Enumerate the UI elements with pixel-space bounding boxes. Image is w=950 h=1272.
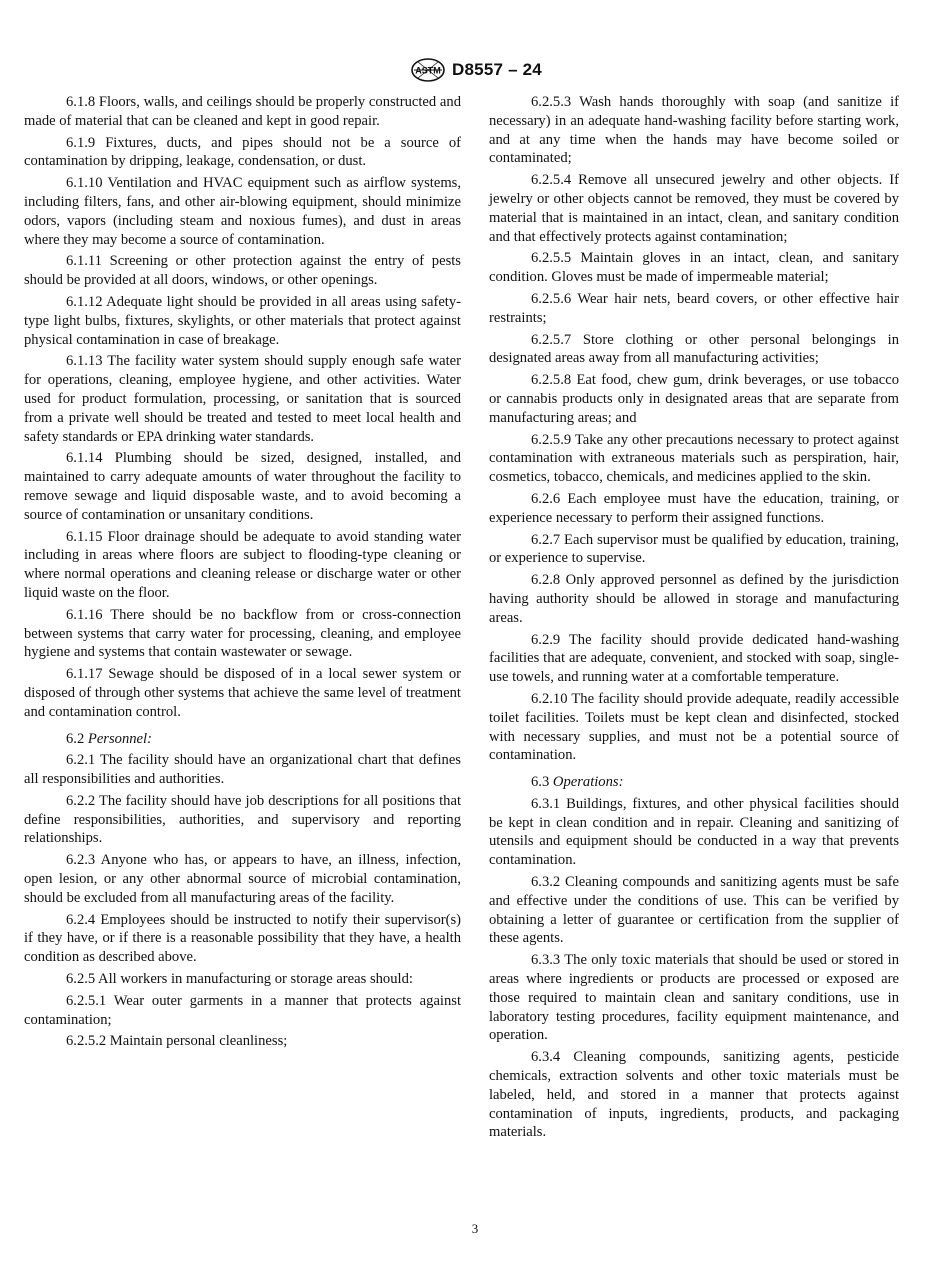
clause-number: 6.1.15 <box>66 528 103 545</box>
clause-paragraph <box>489 1048 899 1142</box>
clause-number: 6.1.8 <box>66 94 96 110</box>
clause-number: 6.3 <box>531 774 550 791</box>
document-designation: D8557 – 24 <box>452 60 542 79</box>
clause-text: The facility water system should supply enough safe water for operations, cleaning, employee hygiene, and other activities. Water used for product formulation, processing, or sanitation that is sourced from a private well should be treated and tested to meet local health and safety standards or EPA drinking water standards. <box>24 353 461 445</box>
clause-paragraph <box>489 290 899 328</box>
clause-number: 6.2.5.1 <box>66 992 107 1009</box>
clause-paragraph <box>24 352 461 446</box>
clause-paragraph <box>24 665 461 721</box>
section-title: Personnel: <box>87 730 152 747</box>
clause-number: 6.1.17 <box>66 666 103 683</box>
clause-number: 6.2.5.6 <box>531 290 572 307</box>
clause-text: Cleaning compounds and sanitizing agents must be safe and effective under the conditions of use. This can be verified by obtaining a letter of guarantee or certification from the supplier of these agents. <box>489 874 899 947</box>
clause-number: 6.2.5 <box>66 971 96 988</box>
clause-paragraph <box>489 571 899 627</box>
clause-number: 6.2.9 <box>531 631 561 648</box>
clause-paragraph <box>24 751 461 789</box>
clause-text: All workers in manufacturing or storage areas should: <box>98 971 413 988</box>
clause-text: Employees should be instructed to notify their supervisor(s) if they have, or if there is a reasonable possibility that they have, a health condition as described above. <box>24 911 461 966</box>
clause-paragraph <box>24 992 461 1030</box>
clause-text: Adequate light should be provided in all areas using safety-type light bulbs, fixtures, skylights, or other materials that protect against physical contamination in case of breakage. <box>24 293 462 348</box>
clause-number: 6.2.5.2 <box>66 1033 107 1050</box>
clause-text: The facility should provide dedicated hand-washing facilities that are adequate, convenient, and stocked with soap, single-use towels, and running water at a comfortable temperature. <box>489 631 899 686</box>
clause-number: 6.2.5.5 <box>531 250 572 267</box>
clause-paragraph <box>24 449 461 524</box>
clause-paragraph <box>24 792 461 848</box>
clause-text: Remove all unsecured jewelry and other objects. If jewelry or other objects cannot be removed, they must be covered by material that is maintained in an intact, clean, and sanitary condition and that effectively protects against contamination; <box>489 172 899 245</box>
clause-text: Plumbing should be sized, designed, installed, and maintained to carry adequate amounts of water throughout the facility to remove sewage and liquid disposable waste, and to avoid becoming a source of contamination or unsanitary conditions. <box>24 450 461 523</box>
clause-number: 6.1.9 <box>66 134 96 151</box>
clause-paragraph <box>489 690 899 765</box>
clause-text: Take any other precautions necessary to protect against contamination with extraneous materials such as perspiration, hair, cosmetics, tobacco, chemicals, and medicines applied to the skin. <box>489 431 899 486</box>
clause-number: 6.3.1 <box>531 795 561 812</box>
clause-paragraph <box>489 795 899 870</box>
left-column <box>24 93 461 1054</box>
clause-text: Sewage should be disposed of in a local sewer system or disposed of through other systems that achieve the same level of treatment and contamination control. <box>24 666 461 720</box>
clause-paragraph <box>489 490 899 528</box>
clause-text: Wear hair nets, beard covers, or other effective hair restraints; <box>489 290 900 326</box>
clause-paragraph <box>24 606 461 662</box>
clause-number: 6.1.12 <box>66 293 103 310</box>
clause-text: Fixtures, ducts, and pipes should not be a source of contamination by dripping, leakage, condensation, or dust. <box>24 134 461 170</box>
clause-text: Ventilation and HVAC equipment such as airflow systems, including filters, fans, and other air-blowing equipment, should minimize odors, vapors (including steam and noxious fumes), and dust in areas where they may become a source of contamination. <box>24 175 461 248</box>
clause-text: Maintain personal cleanliness; <box>109 1033 288 1050</box>
clause-paragraph <box>489 171 899 246</box>
section-heading <box>24 730 461 749</box>
clause-paragraph <box>489 431 899 487</box>
clause-text: Eat food, chew gum, drink beverages, or use tobacco or cannabis products only in designated areas that are separate from manufacturing areas; and <box>489 372 900 426</box>
clause-text: Buildings, fixtures, and other physical facilities should be kept in clean condition and in repair. Cleaning and sanitizing of utensils and equipment should be conducted in a way that prevents contamination. <box>489 795 899 869</box>
clause-paragraph <box>489 951 899 1045</box>
clause-paragraph <box>489 331 899 369</box>
clause-paragraph <box>489 873 899 948</box>
clause-paragraph <box>24 134 461 172</box>
clause-text: Only approved personnel as defined by the jurisdiction having authority should be allowed in storage and manufacturing areas. <box>489 572 900 626</box>
clause-number: 6.1.11 <box>66 253 102 270</box>
svg-text:ASTM: ASTM <box>415 65 441 76</box>
clause-text: There should be no backflow from or cross-connection between systems that carry water for processing, cleaning, and employee hygiene and systems that contain wastewater or sewage. <box>24 606 462 661</box>
clause-number: 6.3.2 <box>531 874 561 891</box>
astm-logo-icon <box>408 56 448 84</box>
clause-number: 6.2.7 <box>531 531 561 548</box>
clause-text: Cleaning compounds, sanitizing agents, pesticide chemicals, extraction solvents and other toxic materials must be labeled, held, and stored in a manner that protects against contamination of inputs, ingredients, products, and packaging materials. <box>489 1049 900 1141</box>
clause-number: 6.2 <box>66 730 85 747</box>
clause-paragraph <box>24 293 461 349</box>
clause-paragraph <box>489 371 899 427</box>
clause-paragraph <box>24 970 461 989</box>
clause-text: Wear outer garments in a manner that protects against contamination; <box>24 992 462 1028</box>
clause-number: 6.2.6 <box>531 490 561 507</box>
clause-number: 6.1.13 <box>66 353 103 370</box>
clause-number: 6.1.10 <box>66 175 103 192</box>
clause-text: The facility should have job descriptions for all positions that define responsibilities, authorities, and supervisory and reporting relationships. <box>24 792 461 847</box>
clause-text: Each supervisor must be qualified by education, training, or experience to supervise. <box>489 531 899 567</box>
page-header <box>0 56 950 84</box>
clause-paragraph <box>24 1032 461 1051</box>
clause-text: Screening or other protection against the entry of pests should be provided at all doors, windows, or other openings. <box>24 253 461 289</box>
clause-number: 6.3.4 <box>531 1049 561 1066</box>
clause-paragraph <box>24 528 461 603</box>
clause-number: 6.2.4 <box>66 911 96 928</box>
clause-paragraph <box>24 174 461 249</box>
clause-number: 6.2.1 <box>66 752 96 769</box>
clause-number: 6.2.5.8 <box>531 372 572 389</box>
clause-number: 6.2.8 <box>531 572 561 589</box>
clause-number: 6.2.10 <box>531 690 568 707</box>
clause-text: Anyone who has, or appears to have, an illness, infection, open lesion, or any other abnormal source of microbial contamination, should be excluded from all manufacturing areas of the facility. <box>24 852 461 906</box>
clause-number: 6.3.3 <box>531 952 561 969</box>
clause-paragraph <box>489 93 899 168</box>
right-column <box>489 93 899 1145</box>
section-title: Operations: <box>552 774 624 791</box>
page-number: 3 <box>471 1221 479 1236</box>
clause-paragraph <box>489 249 899 287</box>
clause-paragraph <box>24 252 461 290</box>
clause-number: 6.2.5.9 <box>531 431 572 448</box>
clause-paragraph <box>24 851 461 907</box>
clause-paragraph <box>489 531 899 569</box>
clause-text: The facility should provide adequate, readily accessible toilet facilities. Toilets must be kept clean and disinfected, stocked with necessary supplies, and must not be a potential source of contamination. <box>489 690 899 764</box>
clause-number: 6.2.5.3 <box>531 94 572 110</box>
clause-text: Store clothing or other personal belongings in designated areas away from all manufacturing activities; <box>489 331 899 367</box>
clause-text: Floors, walls, and ceilings should be properly constructed and made of material that can be cleaned and kept in good repair. <box>24 94 461 129</box>
clause-text: The only toxic materials that should be used or stored in areas where ingredients or products are processed or exposed are those required to maintain clean and sanitary conditions, use in laboratory testing procedures, facility equipment maintenance, and operation. <box>489 952 899 1044</box>
clause-number: 6.2.5.4 <box>531 172 572 189</box>
clause-text: Wash hands thoroughly with soap (and sanitize if necessary) in an adequate hand-washing facility before starting work, and at any time when the hands may have become soiled or contaminated; <box>489 94 899 167</box>
clause-text: Maintain gloves in an intact, clean, and sanitary condition. Gloves must be made of impermeable material; <box>489 250 899 286</box>
clause-paragraph <box>24 93 461 131</box>
clause-text: The facility should have an organizational chart that defines all responsibilities and authorities. <box>24 752 461 788</box>
clause-paragraph <box>24 911 461 967</box>
clause-number: 6.1.14 <box>66 450 103 467</box>
clause-number: 6.2.2 <box>66 792 96 809</box>
clause-number: 6.2.3 <box>66 852 96 869</box>
clause-paragraph <box>489 631 899 687</box>
clause-text: Each employee must have the education, training, or experience necessary to perform their assigned functions. <box>489 490 899 526</box>
clause-text: Floor drainage should be adequate to avoid standing water including in areas where floors are subject to flooding-type cleaning or where normal operations and cleaning release or discharge water or other liquid waste on the floor. <box>24 528 461 601</box>
clause-number: 6.1.16 <box>66 606 103 623</box>
clause-number: 6.2.5.7 <box>531 331 572 348</box>
section-heading <box>489 773 899 792</box>
